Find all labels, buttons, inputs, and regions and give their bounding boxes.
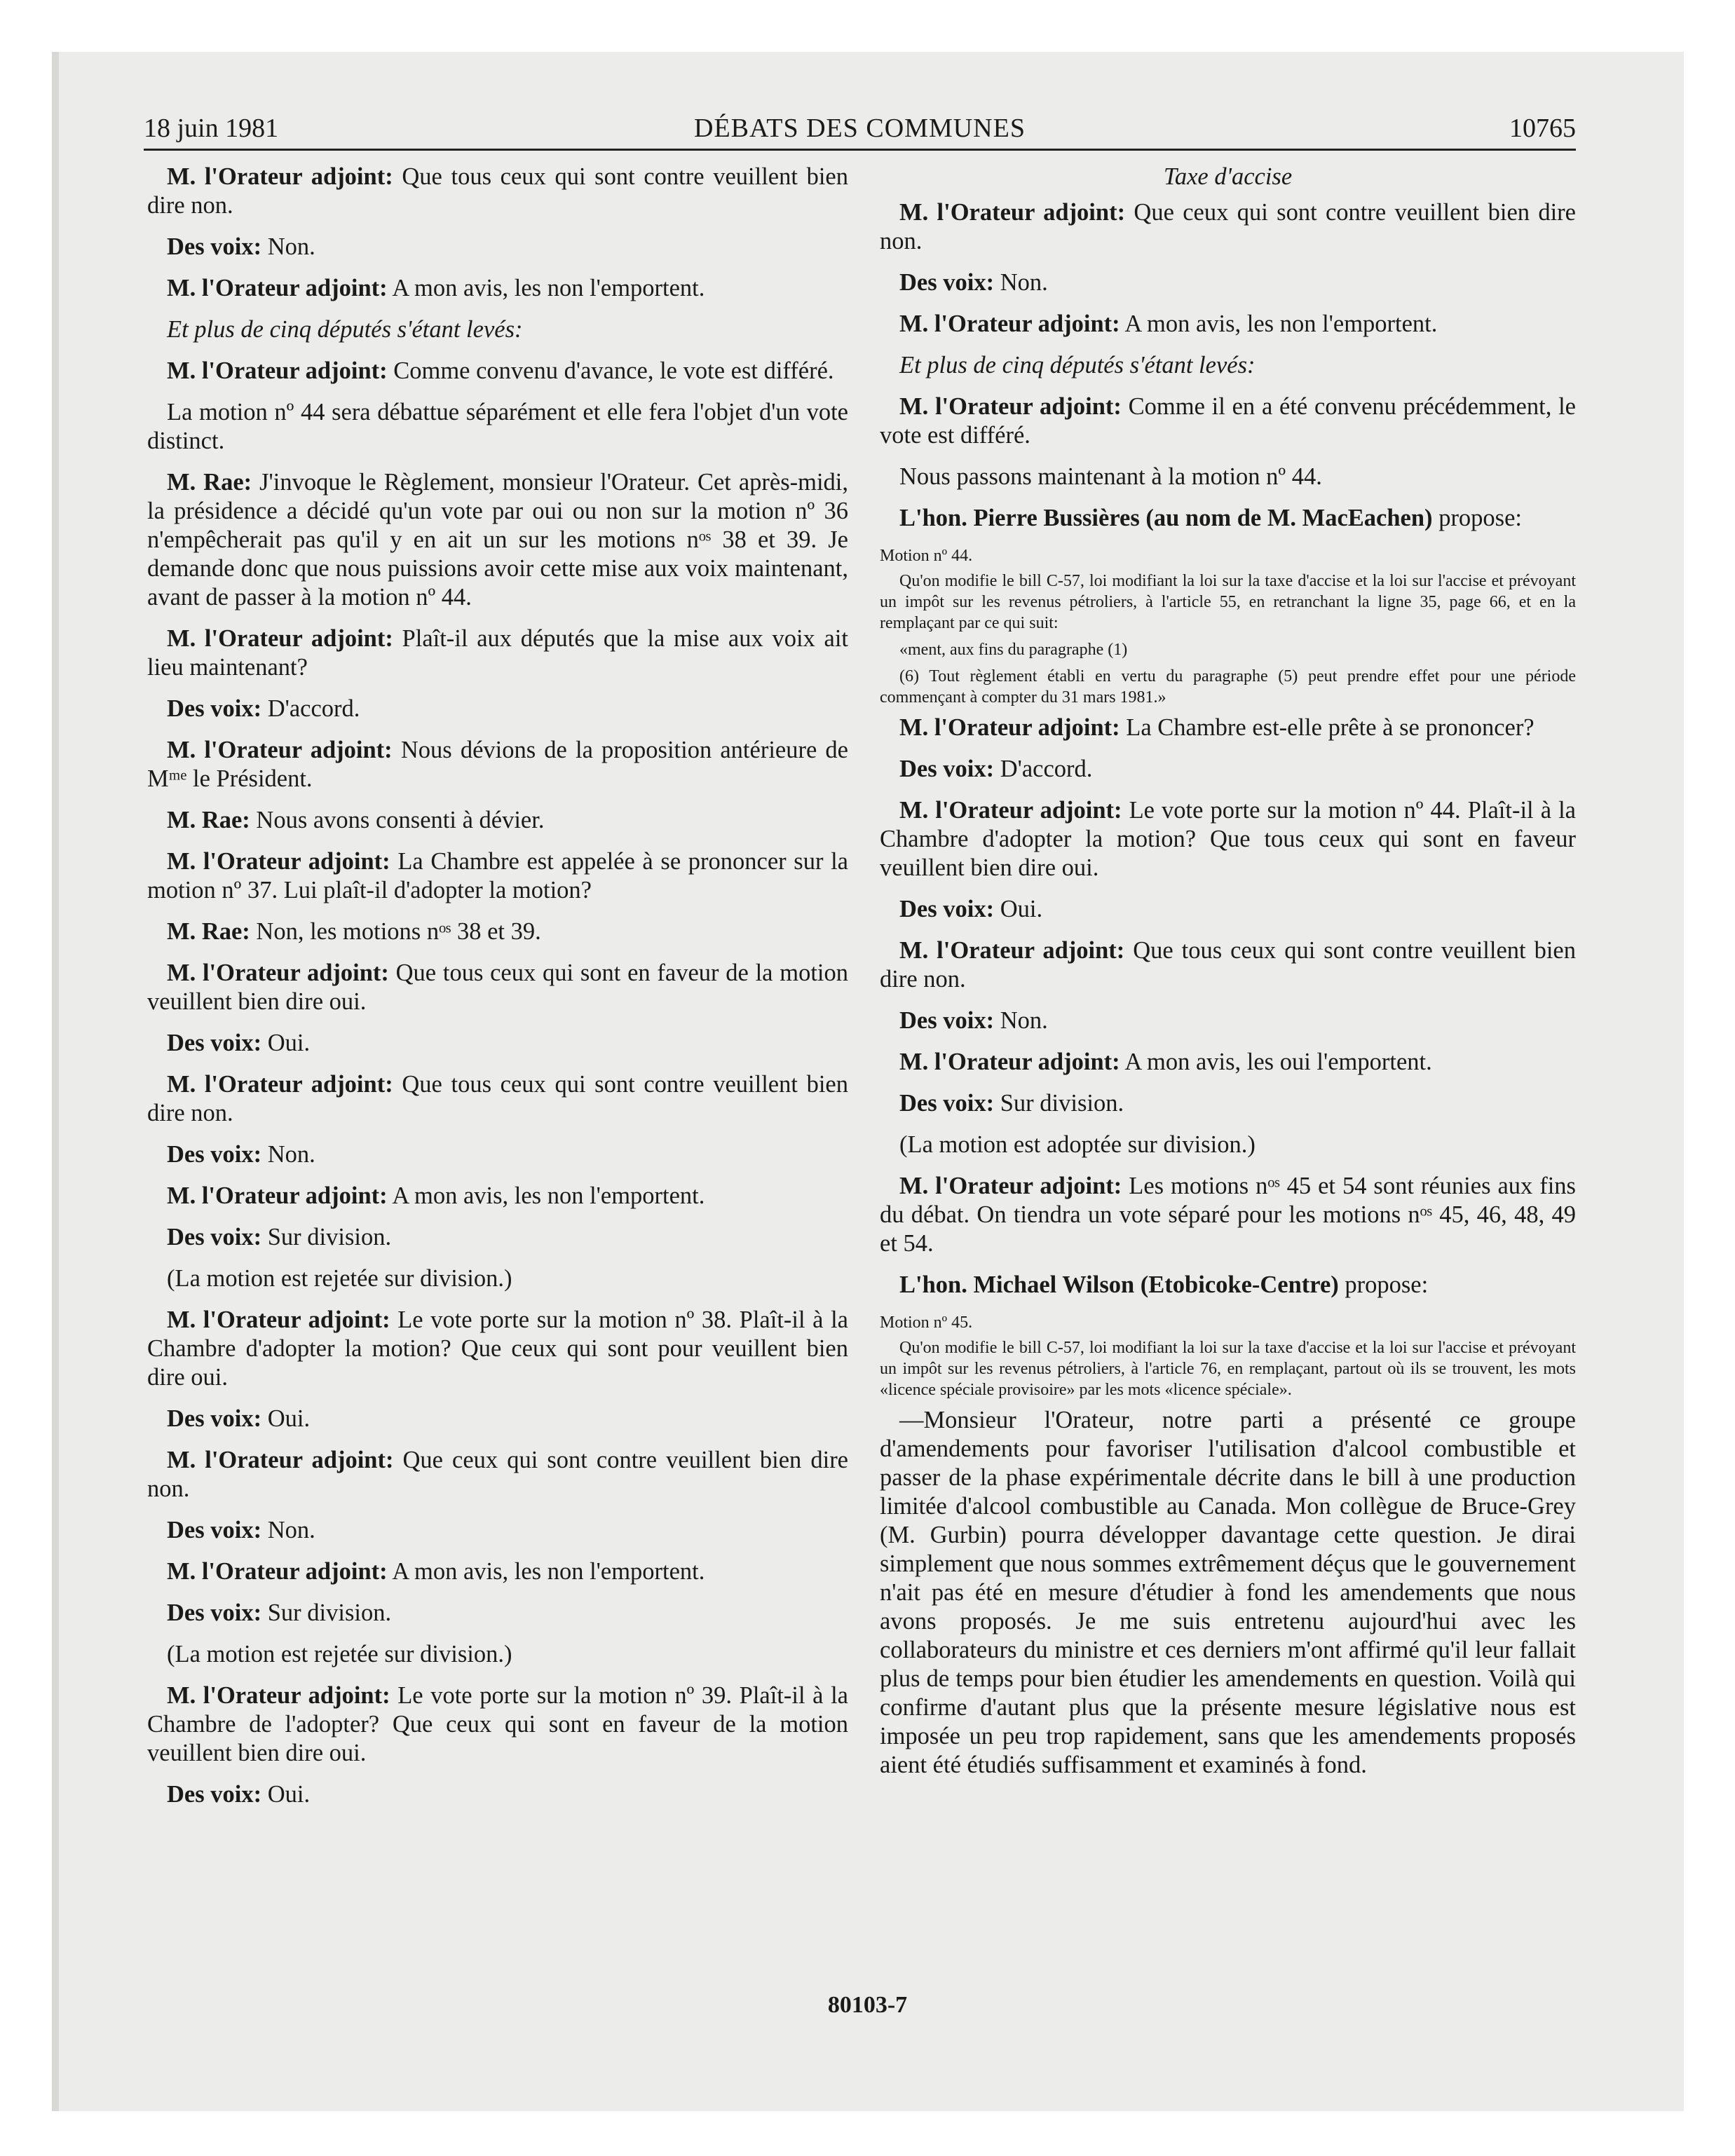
paragraph-text: (La motion est rejetée sur division.) bbox=[167, 1641, 512, 1667]
speaker-name: M. l'Orateur adjoint: bbox=[167, 625, 393, 652]
paragraph bbox=[147, 625, 848, 682]
motion-number: Motion nº 44. bbox=[880, 547, 973, 565]
paragraph-text: Oui. bbox=[261, 1030, 311, 1056]
speaker-name: M. l'Orateur adjoint: bbox=[167, 275, 388, 301]
paragraph-text: J'invoque le Règlement, monsieur l'Orateur. Cet après-midi, la présidence a décidé qu'un vote par oui ou non sur la motion nº 36 n'empêcherait pas qu'il y en ait un sur les motions nᵒˢ 38 et 39. Je demande donc que nous puissions avoir cette mise aux voix maintenant, avant de passer à la motion nº 44. bbox=[147, 469, 848, 610]
speaker-name: M. l'Orateur adjoint: bbox=[167, 357, 388, 384]
paragraph-text: A mon avis, les non l'emportent. bbox=[387, 1558, 705, 1585]
paragraph-text: Comme il en a été convenu précédemment, le vote est différé. bbox=[880, 393, 1576, 449]
speaker-name: M. l'Orateur adjoint: bbox=[167, 1182, 388, 1209]
speaker-name: M. l'Orateur adjoint: bbox=[899, 1049, 1120, 1075]
paragraph bbox=[147, 274, 848, 303]
paragraph bbox=[147, 1557, 848, 1586]
right-column bbox=[880, 163, 1576, 1792]
speaker-name: M. l'Orateur adjoint: bbox=[167, 848, 390, 875]
paragraph-text: Le vote porte sur la motion nº 44. Plaît-il à la Chambre d'adopter la motion? Que tous ceux qui sont en faveur veuillent bien dire oui. bbox=[880, 797, 1576, 881]
paragraph-text: (La motion est adoptée sur division.) bbox=[899, 1131, 1256, 1158]
speaker-name: M. l'Orateur adjoint: bbox=[899, 714, 1120, 741]
paragraph-text: Les motions nᵒˢ 45 et 54 sont réunies aux fins du débat. On tiendra un vote séparé pour les motions nᵒˢ 45, 46, 48, 49 et 54. bbox=[880, 1173, 1576, 1257]
paragraph-text: Comme convenu d'avance, le vote est différé. bbox=[387, 357, 834, 384]
paragraph bbox=[880, 1089, 1576, 1118]
motion-text: «ment, aux fins du paragraphe (1) bbox=[899, 641, 1128, 659]
paragraph bbox=[147, 1264, 848, 1293]
speaker-name: Des voix: bbox=[167, 695, 262, 722]
paragraph bbox=[147, 1405, 848, 1433]
paragraph-text: —Monsieur l'Orateur, notre parti a présenté ce groupe d'amendements pour favoriser l'utilisation d'alcool combustible et passer de la phase expérimentale décrite dans le bill à une production limitée d'alcool combustible au Canada. Mon collègue de Bruce-Grey (M. Gurbin) pourra développer davantage cette question. Je dirai simplement que nous sommes extrêmement déçus que le gouvernement n'ait pas été en mesure d'étudier à fond les amendements que nous avons proposés. Je me suis entretenu aujourd'hui avec les collaborateurs du ministre et ces derniers m'ont affirmé qu'il leur fallait plus de temps pour bien étudier les amendements en question. Voilà qui confirme d'autant plus que la présente mesure législative nous est imposée un peu trop rapidement, sans que les amendements proposés aient été étudiés suffisamment et examinés à fond. bbox=[880, 1407, 1576, 1778]
paragraph bbox=[147, 806, 848, 835]
speaker-name: Des voix: bbox=[167, 1224, 262, 1250]
paragraph bbox=[147, 1446, 848, 1503]
paragraph bbox=[880, 463, 1576, 491]
paragraph bbox=[147, 1029, 848, 1058]
footer-code: 80103-7 bbox=[827, 1992, 908, 2018]
paragraph-text: Oui. bbox=[261, 1405, 311, 1432]
speaker-name: M. Rae: bbox=[167, 918, 250, 945]
paragraph bbox=[147, 1640, 848, 1669]
paragraph bbox=[147, 163, 848, 220]
paragraph bbox=[880, 1172, 1576, 1258]
speaker-name: Des voix: bbox=[899, 896, 995, 922]
paragraph-text: Nous passons maintenant à la motion nº 44. bbox=[899, 463, 1322, 490]
paragraph-text: Nous avons consenti à dévier. bbox=[250, 807, 545, 833]
paragraph-text: A mon avis, les non l'emportent. bbox=[387, 275, 705, 301]
paragraph bbox=[880, 1007, 1576, 1035]
paragraph bbox=[880, 310, 1576, 339]
paragraph bbox=[147, 959, 848, 1016]
header-title: DÉBATS DES COMMUNES bbox=[694, 114, 1026, 143]
speaker-name: M. l'Orateur adjoint: bbox=[167, 1682, 390, 1709]
speaker-name: Des voix: bbox=[167, 1781, 262, 1808]
paragraph-text: Non. bbox=[994, 1007, 1048, 1034]
paragraph bbox=[147, 1140, 848, 1169]
paragraph-text: A mon avis, les oui l'emportent. bbox=[1120, 1049, 1432, 1075]
speaker-name: M. l'Orateur adjoint: bbox=[167, 163, 393, 190]
paragraph bbox=[880, 755, 1576, 784]
left-column bbox=[147, 163, 848, 1822]
paragraph-text: D'accord. bbox=[994, 756, 1093, 782]
speaker-name: L'hon. Michael Wilson (Etobicoke-Centre) bbox=[899, 1271, 1339, 1298]
paragraph-text: Non. bbox=[994, 269, 1048, 296]
speaker-name: Des voix: bbox=[167, 1030, 262, 1056]
paragraph bbox=[147, 917, 848, 946]
paragraph bbox=[147, 736, 848, 793]
paragraph bbox=[880, 796, 1576, 882]
speaker-name: M. l'Orateur adjoint: bbox=[167, 1306, 390, 1333]
speaker-name: Des voix: bbox=[167, 1599, 262, 1626]
paragraph-text: Que ceux qui sont contre veuillent bien dire non. bbox=[147, 1447, 848, 1502]
paragraph bbox=[147, 1599, 848, 1628]
paragraph bbox=[147, 695, 848, 723]
paragraph bbox=[880, 714, 1576, 742]
paragraph-text: Que tous ceux qui sont en faveur de la motion veuillent bien dire oui. bbox=[147, 960, 848, 1015]
paragraph-text: Non. bbox=[261, 1141, 315, 1168]
paragraph bbox=[880, 504, 1576, 533]
paragraph bbox=[880, 1406, 1576, 1780]
paragraph bbox=[880, 895, 1576, 924]
speaker-name: Des voix: bbox=[167, 1405, 262, 1432]
section-heading: Taxe d'accise bbox=[1163, 163, 1293, 190]
speaker-name: M. l'Orateur adjoint: bbox=[167, 737, 393, 763]
paragraph-text: Non. bbox=[261, 1517, 315, 1543]
paragraph-text: La Chambre est appelée à se prononcer sur la motion nº 37. Lui plaît-il d'adopter la motion? bbox=[147, 848, 848, 903]
paragraph bbox=[147, 1182, 848, 1210]
paragraph-text: Sur division. bbox=[261, 1599, 392, 1626]
speaker-name: Des voix: bbox=[167, 1517, 262, 1543]
speaker-name: Des voix: bbox=[167, 233, 262, 260]
paragraph-text: Que tous ceux qui sont contre veuillent bien dire non. bbox=[880, 937, 1576, 992]
speaker-name: M. l'Orateur adjoint: bbox=[167, 1071, 393, 1098]
speaker-name: M. l'Orateur adjoint: bbox=[899, 797, 1122, 824]
paragraph bbox=[880, 393, 1576, 450]
paragraph-text: A mon avis, les non l'emportent. bbox=[387, 1182, 705, 1209]
motion-text: Qu'on modifie le bill C-57, loi modifiant la loi sur la taxe d'accise et la loi sur l'accise et prévoyant un impôt sur les revenus pétroliers, à l'article 76, en remplaçant, partout où ils se trouvent, les mots «licence spéciale provisoire» par les mots «licence spéciale». bbox=[880, 1339, 1576, 1399]
paragraph-text: Le vote porte sur la motion nº 38. Plaît-il à la Chambre d'adopter la motion? Que ceux qui sont pour veuillent bien dire oui. bbox=[147, 1306, 848, 1391]
speaker-name: M. l'Orateur adjoint: bbox=[167, 1558, 388, 1585]
motion-number: Motion nº 45. bbox=[880, 1314, 973, 1332]
paragraph bbox=[880, 936, 1576, 994]
paragraph-text: A mon avis, les non l'emportent. bbox=[1120, 311, 1438, 337]
paragraph-text: Sur division. bbox=[261, 1224, 392, 1250]
paragraph-text: Non. bbox=[261, 233, 315, 260]
paragraph bbox=[147, 1306, 848, 1392]
paragraph bbox=[147, 1780, 848, 1809]
speaker-name: M. l'Orateur adjoint: bbox=[899, 199, 1126, 226]
paragraph bbox=[880, 268, 1576, 297]
speaker-name: M. l'Orateur adjoint: bbox=[167, 960, 389, 986]
paragraph-text: propose: bbox=[1432, 505, 1523, 531]
page-header bbox=[144, 111, 1576, 151]
paragraph bbox=[147, 398, 848, 456]
speaker-name: M. l'Orateur adjoint: bbox=[899, 393, 1122, 420]
speaker-name: M. l'Orateur adjoint: bbox=[899, 937, 1125, 964]
paragraph-text: propose: bbox=[1338, 1271, 1429, 1298]
speaker-name: Des voix: bbox=[167, 1141, 262, 1168]
paragraph bbox=[147, 1516, 848, 1545]
speaker-name: L'hon. Pierre Bussières (au nom de M. MacEachen) bbox=[899, 505, 1433, 531]
motion-text: Qu'on modifie le bill C-57, loi modifiant la loi sur la taxe d'accise et la loi sur l'accise et prévoyant un impôt sur les revenus pétroliers, à l'article 55, en retranchant la ligne 35, page 66, et en la remplaçant par ce qui suit: bbox=[880, 572, 1576, 632]
speaker-name: Des voix: bbox=[899, 1090, 995, 1117]
paragraph bbox=[880, 1131, 1576, 1159]
paragraph-text: Oui. bbox=[994, 896, 1043, 922]
speaker-name: Des voix: bbox=[899, 756, 995, 782]
paragraph-text: Que tous ceux qui sont contre veuillent bien dire non. bbox=[147, 1071, 848, 1126]
speaker-name: M. l'Orateur adjoint: bbox=[899, 1173, 1122, 1199]
speaker-name: M. l'Orateur adjoint: bbox=[167, 1447, 394, 1473]
speaker-name: Des voix: bbox=[899, 269, 995, 296]
header-date: 18 juin 1981 bbox=[144, 114, 279, 143]
paragraph bbox=[147, 468, 848, 612]
speaker-name: Des voix: bbox=[899, 1007, 995, 1034]
paragraph-text: Le vote porte sur la motion nº 39. Plaît-il à la Chambre de l'adopter? Que ceux qui sont en faveur de la motion veuillent bien dire oui. bbox=[147, 1682, 848, 1766]
paragraph-text: Plaît-il aux députés que la mise aux voix ait lieu maintenant? bbox=[147, 625, 848, 681]
paragraph-text: La motion nº 44 sera débattue séparément et elle fera l'objet d'un vote distinct. bbox=[147, 399, 848, 454]
paragraph-text: D'accord. bbox=[261, 695, 360, 722]
paragraph bbox=[147, 1223, 848, 1252]
page-number: 10765 bbox=[1509, 114, 1576, 143]
paragraph bbox=[147, 1070, 848, 1128]
paragraph bbox=[147, 233, 848, 261]
paragraph bbox=[147, 847, 848, 905]
paragraph-text: Sur division. bbox=[994, 1090, 1124, 1117]
paragraph-text: (La motion est rejetée sur division.) bbox=[167, 1265, 512, 1292]
paragraph-text: Non, les motions nᵒˢ 38 et 39. bbox=[250, 918, 541, 945]
paragraph bbox=[880, 198, 1576, 256]
paragraph bbox=[147, 1681, 848, 1768]
motion-text: (6) Tout règlement établi en vertu du paragraphe (5) peut prendre effet pour une période commençant à compter du 31 mars 1981.» bbox=[880, 667, 1576, 707]
paragraph-text: Oui. bbox=[261, 1781, 311, 1808]
paragraph bbox=[880, 1048, 1576, 1077]
stage-direction: Et plus de cinq députés s'étant levés: bbox=[899, 352, 1256, 378]
paragraph bbox=[880, 1271, 1576, 1299]
paragraph-text: La Chambre est-elle prête à se prononcer? bbox=[1120, 714, 1535, 741]
paragraph bbox=[147, 357, 848, 386]
scan-edge bbox=[52, 52, 59, 2111]
speaker-name: M. l'Orateur adjoint: bbox=[899, 311, 1120, 337]
stage-direction: Et plus de cinq députés s'étant levés: bbox=[167, 316, 523, 343]
speaker-name: M. Rae: bbox=[167, 469, 252, 496]
paragraph-text: Nous dévions de la proposition antérieure de Mᵐᵉ le Président. bbox=[147, 737, 848, 792]
paragraph-text: Que tous ceux qui sont contre veuillent bien dire non. bbox=[147, 163, 848, 219]
paragraph-text: Que ceux qui sont contre veuillent bien dire non. bbox=[880, 199, 1576, 254]
speaker-name: M. Rae: bbox=[167, 807, 250, 833]
